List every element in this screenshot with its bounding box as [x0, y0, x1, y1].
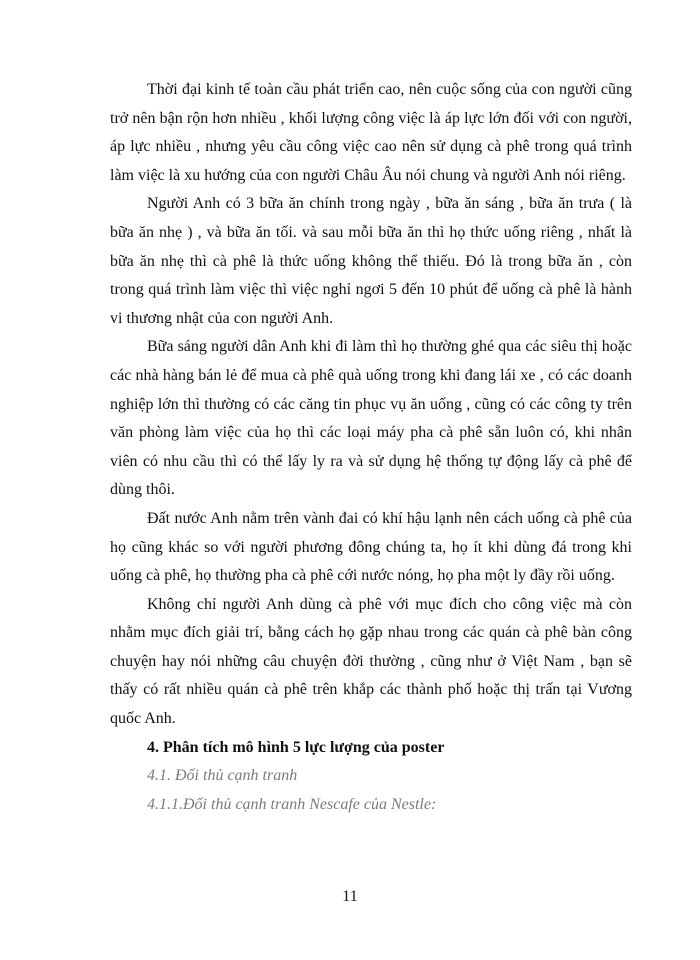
paragraph-2: Người Anh có 3 bữa ăn chính trong ngày , bữa ăn sáng , bữa ăn trưa ( là bữa ăn nhẹ ) , và bữa ăn tối. và sau mỗi bữa ăn thì họ thức uống riêng , nhất là bữa ăn nhẹ thì cà phê là thức uống không thể thiếu. Đó là trong bữa ăn , còn trong quá trình làm việc thì việc nghỉ ngơi 5 đến 10 phút để uống cà phê là hành vi thương nhật của con người Anh. [110, 195, 632, 327]
paragraph-3: Bữa sáng người dân Anh khi đi làm thì họ thường ghé qua các siêu thị hoặc các nhà hàng bán lẻ để mua cà phê quà uống trong khi đang lái xe , có các doanh nghiệp lớn thì thường có các căng tin phục vụ ăn uống , cũng có các công ty trên văn phòng làm việc của họ thì các loại máy pha cà phê sẵn luôn có, khi nhân viên có nhu cầu thì có thể lấy ly ra và sử dụng hệ thống tự động lấy cà phê để dùng thôi. [110, 338, 632, 499]
section-heading: 4. Phân tích mô hình 5 lực lượng của poster [147, 738, 445, 756]
paragraph-1: Thời đại kinh tế toàn cầu phát triển cao, nên cuộc sống của con người cũng trở nên bận rộn hơn nhiều , khối lượng công việc là áp lực lớn đối với con người, áp lực nhiều , nhưng yêu cầu công việc cao nên sử dụng cà phê trong quá trình làm việc là xu hướng của con người Châu Âu nói chung và người Anh nói riêng. [110, 81, 632, 184]
page-body [110, 76, 632, 819]
subsection-heading: 4.1. Đối thủ cạnh tranh [147, 767, 298, 785]
page-number: 11 [342, 888, 358, 905]
paragraph-4: Đất nước Anh nằm trên vành đai có khí hậu lạnh nên cách uống cà phê của họ cũng khác so với người phương đông chúng ta, họ ít khi dùng đá trong khi uống cà phê, họ thường pha cà phê cới nước nóng, họ pha một ly đầy rồi uống. [110, 509, 632, 585]
paragraph-5: Không chỉ người Anh dùng cà phê với mục đích cho công việc mà còn nhằm mục đích giải trí, bằng cách họ gặp nhau trong các quán cà phê bàn công chuyện hay nói những câu chuyện đời thường , cũng như ở Việt Nam , bạn sẽ thấy có rất nhiều quán cà phê trên khắp các thành phố hoặc thị trấn tại Vương quốc Anh. [110, 595, 632, 728]
sub-subsection-heading: 4.1.1.Đối thủ cạnh tranh Nescafe của Nestle: [147, 795, 437, 813]
